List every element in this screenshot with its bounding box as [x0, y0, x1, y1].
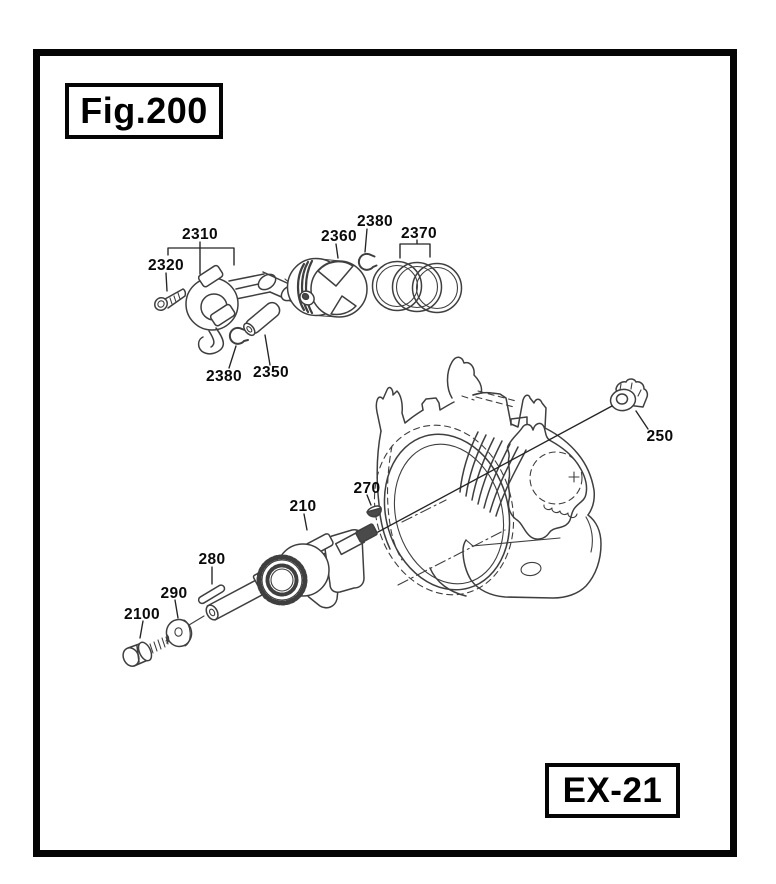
- figure-number-box: [65, 83, 223, 139]
- part-label-2370: 2370: [400, 225, 438, 242]
- flange-bolt: [120, 635, 168, 669]
- crankcase-top-horn: [448, 357, 482, 398]
- figure-number: Fig.200: [80, 90, 208, 131]
- part-label-2350: 2350: [252, 364, 290, 381]
- leader-290: [175, 600, 178, 618]
- crankshaft: [201, 523, 377, 626]
- rod-bolt: [152, 289, 185, 313]
- leader-2320: [166, 273, 167, 291]
- leader-2350: [265, 335, 270, 365]
- part-label-280: 280: [198, 551, 226, 568]
- part-label-2320: 2320: [147, 257, 185, 274]
- part-label-210: 210: [289, 498, 317, 515]
- crankcase: [355, 357, 601, 611]
- washer-disc: [164, 618, 193, 649]
- crankcase-left-fork: [376, 388, 423, 431]
- part-label-290: 290: [160, 585, 188, 602]
- crankshaft-threaded-tip: [355, 523, 377, 543]
- part-label-2380-lower: 2380: [205, 368, 243, 385]
- leader-210: [304, 514, 307, 530]
- circlip-upper: [359, 254, 377, 270]
- crankcase-bottom-left: [430, 568, 466, 596]
- part-label-2380-upper: 2380: [356, 213, 394, 230]
- assembly-line-250: [378, 406, 612, 532]
- crankcase-opening-inner-rim: [378, 431, 519, 597]
- leader-2380-upper: [365, 229, 367, 252]
- washer: [164, 616, 204, 648]
- part-label-2360: 2360: [320, 228, 358, 245]
- flywheel-nut: [609, 379, 648, 413]
- bolt-threads: [150, 637, 168, 653]
- rod-oil-dipper: [199, 328, 224, 354]
- crankcase-foot-hole: [520, 561, 542, 577]
- sheet-code-box: [545, 763, 680, 818]
- piston-ring-set: [373, 262, 462, 313]
- bore-center-mark: [569, 472, 579, 482]
- part-label-270: 270: [353, 480, 381, 497]
- leader-2360: [336, 244, 338, 258]
- leader-250: [636, 411, 648, 429]
- crankcase-foot: [463, 515, 601, 598]
- part-label-2100: 2100: [123, 606, 161, 623]
- sheet-code: EX-21: [562, 770, 663, 810]
- woodruff-key: [366, 504, 381, 516]
- part-label-250: 250: [646, 428, 674, 445]
- leader-2100: [140, 621, 143, 638]
- part-label-2310: 2310: [181, 226, 219, 243]
- piston: [288, 259, 368, 318]
- piston-pin: [241, 300, 282, 338]
- crankcase-top-boss: [422, 398, 454, 410]
- leader-2380-lower: [229, 346, 236, 368]
- leader-2370: [400, 240, 430, 258]
- crankcase-top-edge: [473, 393, 546, 428]
